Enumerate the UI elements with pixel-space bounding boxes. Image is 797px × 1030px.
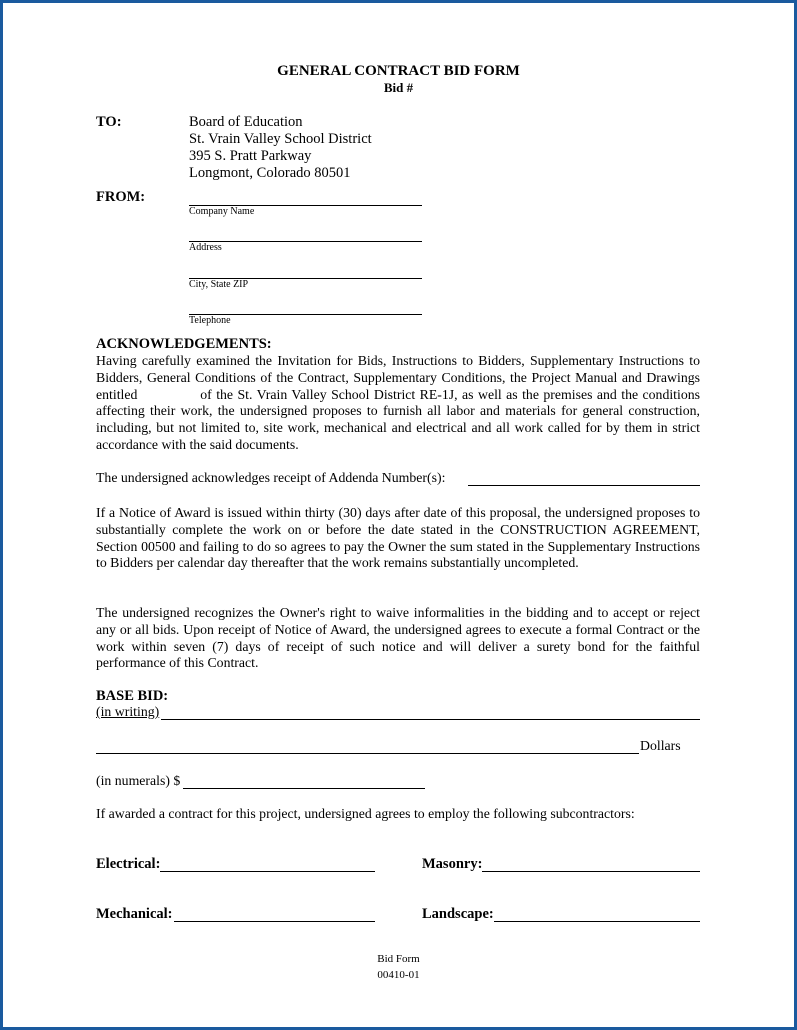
address-line: 395 S. Pratt Parkway (189, 148, 312, 164)
electrical-label: Electrical: (96, 856, 161, 872)
base-bid-heading: BASE BID: (96, 688, 169, 704)
ack-text-part: Having carefully examined the Invitation for Bids, Instructions to Bidders, Supplementary Instructions to Bidders, General Conditions of the Contract, Supplementary Conditions, the Project Manual and Drawings entitled (96, 353, 700, 402)
address-caption: Address (189, 242, 222, 253)
addenda-numbers-field[interactable] (468, 469, 700, 486)
address-line: Longmont, Colorado 80501 (189, 165, 351, 181)
landscape-field[interactable] (494, 906, 700, 922)
landscape-label: Landscape: (422, 906, 494, 922)
acknowledgements-heading: ACKNOWLEDGEMENTS: (96, 336, 272, 352)
masonry-label: Masonry: (422, 856, 483, 872)
footer-form-name: Bid Form (377, 953, 420, 965)
bid-number-label: Bid # (383, 80, 414, 95)
in-writing-field[interactable] (161, 704, 700, 720)
recipient-address (189, 114, 372, 182)
mechanical-label: Mechanical: (96, 906, 173, 922)
dollars-label: Dollars (640, 738, 681, 753)
to-label: TO: (96, 114, 122, 130)
acknowledgements-paragraph (96, 353, 700, 454)
masonry-field[interactable] (482, 856, 700, 872)
form-title: GENERAL CONTRACT BID FORM (277, 63, 520, 79)
electrical-field[interactable] (160, 856, 375, 872)
subcontractors-intro: If awarded a contract for this project, undersigned agrees to employ the following subcontractors: (96, 806, 635, 821)
in-writing-field-continued[interactable] (96, 738, 639, 754)
in-numerals-label: (in numerals) $ (96, 773, 181, 788)
company-name-caption: Company Name (189, 206, 255, 217)
waive-informalities-paragraph: The undersigned recognizes the Owner's right to waive informalities in the bidding and to accept or reject any or all bids. Upon receipt of Notice of Award, the undersigned agrees to execute a formal Contract or the work within seven (7) days of receipt of such notice and will deliver a surety bond for the faithful performance of this Contract. (96, 605, 700, 671)
city-state-zip-caption: City, State ZIP (189, 279, 249, 290)
ack-text-part: of the St. Vrain Valley School District RE-1J, as well as the premises and the conditions affecting their work, the undersigned proposes to furnish all labor and materials for general construction, including, but not limited to, site work, mechanical and electrical and all work called for by them in strict accordance with the said documents. (96, 386, 701, 452)
notice-of-award-paragraph: If a Notice of Award is issued within thirty (30) days after date of this proposal, the undersigned proposes to substantially complete the work on or before the date stated in the CONSTRUCTION AGREEMENT, Section 00500 and failing to do so agrees to pay the Owner the sum stated in the Supplementary Instructions to Bidders per calendar day thereafter that the work remains substantially uncompleted. (96, 505, 700, 571)
footer-form-number: 00410-01 (377, 969, 420, 981)
telephone-caption: Telephone (189, 315, 231, 326)
address-line: St. Vrain Valley School District (189, 131, 372, 147)
in-writing-label: (in writing) (96, 704, 160, 719)
bid-form-page (3, 3, 794, 1027)
address-field[interactable] (189, 241, 422, 242)
in-numerals-field[interactable] (183, 773, 425, 789)
from-label: FROM: (96, 189, 146, 205)
addenda-label: The undersigned acknowledges receipt of Addenda Number(s): (96, 470, 446, 485)
mechanical-field[interactable] (174, 906, 375, 922)
address-line: Board of Education (189, 114, 303, 130)
